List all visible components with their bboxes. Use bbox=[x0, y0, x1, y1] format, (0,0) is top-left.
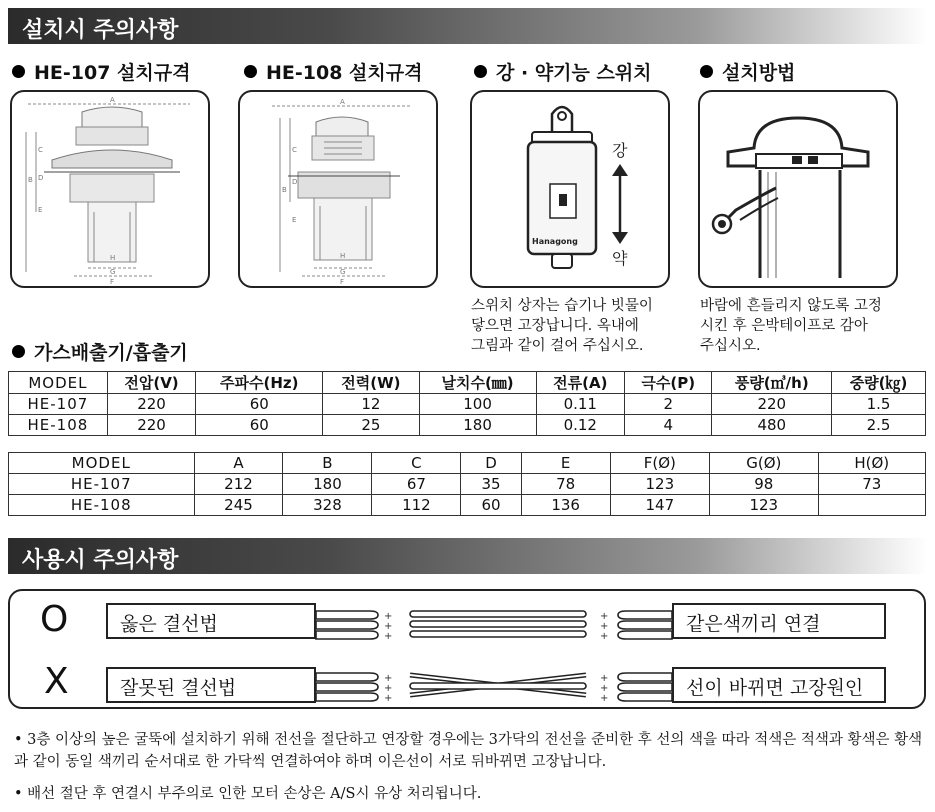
usage-caution-header bbox=[8, 538, 927, 574]
table-cell: 328 bbox=[283, 495, 372, 516]
table-cell: 2 bbox=[625, 394, 712, 415]
table-cell: 100 bbox=[419, 394, 536, 415]
table-row bbox=[9, 495, 926, 516]
table-header-cell: C bbox=[372, 453, 461, 474]
svg-text:+: + bbox=[384, 683, 393, 694]
table-header-cell: 풍량(㎥/h) bbox=[712, 372, 832, 394]
table-header-cell: 날치수(㎜) bbox=[419, 372, 536, 394]
wiring-note-1: • 3층 이상의 높은 굴뚝에 설치하기 위해 전선을 절단하고 연장할 경우에는 3가닥의 전선을 준비한 후 선의 색을 따라 적색은 적색과 황색은 황색과 같이 동일 색끼리 순서대로 한 가닥씩 연결하여야 하며 이은선이 서로 뒤바뀌면 고장납니다. bbox=[14, 732, 923, 770]
table-header-cell: 전압(V) bbox=[107, 372, 195, 394]
table-cell bbox=[818, 495, 925, 516]
bullet-icon bbox=[12, 345, 25, 358]
switch-panel bbox=[470, 90, 670, 288]
svg-text:+: + bbox=[384, 693, 393, 704]
table-cell: 25 bbox=[323, 415, 419, 436]
dim-letter-h: H bbox=[110, 254, 116, 262]
wrong-right-label: 선이 바뀌면 고장원인 bbox=[672, 667, 886, 703]
dim-letter-g: G bbox=[110, 268, 116, 276]
brand-label: Hanagong bbox=[532, 237, 578, 246]
table-cell: 73 bbox=[818, 474, 925, 495]
svg-text:+: + bbox=[384, 673, 393, 684]
table-cell: HE-107 bbox=[9, 474, 195, 495]
table-cell: 2.5 bbox=[832, 415, 926, 436]
bullet-icon bbox=[700, 65, 713, 78]
table-cell: 78 bbox=[521, 474, 610, 495]
dim-letter-d: D bbox=[292, 178, 298, 186]
section-method bbox=[700, 58, 795, 85]
table-header-cell: B bbox=[283, 453, 372, 474]
section-gas bbox=[12, 338, 188, 365]
dim-letter-a: A bbox=[340, 98, 345, 106]
dim-letter-h: H bbox=[340, 252, 346, 260]
section-he107-label: HE-107 설치규격 bbox=[34, 62, 191, 84]
table-cell: 112 bbox=[372, 495, 461, 516]
he108-diagram-panel bbox=[238, 90, 438, 288]
table-cell: 220 bbox=[107, 415, 195, 436]
he108-dimension-diagram bbox=[240, 92, 436, 286]
table-cell: 123 bbox=[610, 474, 709, 495]
table-header-cell: D bbox=[461, 453, 521, 474]
table-cell: 4 bbox=[625, 415, 712, 436]
table-cell: 98 bbox=[710, 474, 818, 495]
table-header-cell: A bbox=[194, 453, 283, 474]
section-he107 bbox=[12, 58, 190, 85]
bullet-icon bbox=[12, 65, 25, 78]
switch-caption-line: 스위치 상자는 습기나 빗물이 bbox=[471, 298, 653, 314]
table-header-cell: 중량(㎏) bbox=[832, 372, 926, 394]
section-method-label: 설치방법 bbox=[722, 62, 796, 84]
table-cell: 220 bbox=[107, 394, 195, 415]
section-gas-label: 가스배출기/흡출기 bbox=[34, 342, 188, 364]
table-cell: 245 bbox=[194, 495, 283, 516]
dim-letter-b: B bbox=[28, 176, 33, 184]
correct-left-label: 옳은 결선법 bbox=[106, 603, 316, 639]
section-switch-label: 강 · 약기능 스위치 bbox=[496, 62, 652, 84]
svg-text:+: + bbox=[384, 621, 393, 632]
switch-caption-line: 닿으면 고장납니다. 옥내에 bbox=[471, 318, 639, 334]
wire-connection-diagram bbox=[310, 599, 680, 709]
table-row bbox=[9, 415, 926, 436]
dim-letter-a: A bbox=[110, 96, 115, 104]
table-header-row bbox=[9, 372, 926, 394]
section-he108-label: HE-108 설치규격 bbox=[266, 62, 423, 84]
dim-letter-f: F bbox=[110, 278, 115, 286]
table-cell: 220 bbox=[712, 394, 832, 415]
wiring-guide-box bbox=[8, 589, 926, 709]
bullet-icon bbox=[244, 65, 257, 78]
arrow-down-icon bbox=[612, 232, 628, 244]
switch-weak-label: 약 bbox=[612, 249, 628, 268]
he107-dimension-diagram bbox=[12, 92, 208, 286]
table-header-cell: G(Ø) bbox=[710, 453, 818, 474]
dim-letter-f: F bbox=[340, 278, 345, 286]
section-he108 bbox=[244, 58, 422, 85]
method-panel bbox=[698, 90, 898, 288]
svg-text:+: + bbox=[384, 631, 393, 642]
svg-text:+: + bbox=[600, 611, 609, 622]
table-cell: 1.5 bbox=[832, 394, 926, 415]
correct-symbol: O bbox=[40, 599, 69, 640]
section-switch bbox=[474, 58, 652, 85]
table-cell: 212 bbox=[194, 474, 283, 495]
method-caption bbox=[700, 296, 882, 356]
table-cell: HE-108 bbox=[9, 495, 195, 516]
svg-text:+: + bbox=[600, 683, 609, 694]
svg-text:+: + bbox=[600, 631, 609, 642]
switch-caption-line: 그림과 같이 걸어 주십시오. bbox=[471, 338, 644, 354]
switch-caption bbox=[471, 296, 653, 356]
table-header-cell: MODEL bbox=[9, 453, 195, 474]
install-caution-title: 설치시 주의사항 bbox=[22, 18, 179, 43]
spec-table-dimensions bbox=[8, 452, 926, 516]
usage-caution-title: 사용시 주의사항 bbox=[22, 548, 179, 573]
dim-letter-b: B bbox=[282, 186, 287, 194]
svg-text:+: + bbox=[384, 611, 393, 622]
dim-letter-e: E bbox=[292, 216, 297, 224]
table-row bbox=[9, 394, 926, 415]
dim-letter-c: C bbox=[38, 146, 43, 154]
arrow-up-icon bbox=[612, 164, 628, 176]
table-cell: 0.11 bbox=[536, 394, 624, 415]
wrong-symbol: X bbox=[44, 661, 69, 702]
table-cell: 67 bbox=[372, 474, 461, 495]
table-cell: 147 bbox=[610, 495, 709, 516]
chimney-install-illustration bbox=[700, 92, 896, 286]
correct-right-label: 같은색끼리 연결 bbox=[672, 603, 886, 639]
bullet-icon bbox=[474, 65, 487, 78]
table-cell: 180 bbox=[419, 415, 536, 436]
wrong-left-label: 잘못된 결선법 bbox=[106, 667, 316, 703]
switch-strong-label: 강 bbox=[612, 141, 628, 160]
method-caption-line: 주십시오. bbox=[700, 338, 761, 354]
table-header-cell: F(Ø) bbox=[610, 453, 709, 474]
dim-letter-g: G bbox=[340, 268, 346, 276]
table-cell: 60 bbox=[196, 394, 323, 415]
table-cell: 0.12 bbox=[536, 415, 624, 436]
table-header-cell: 전류(A) bbox=[536, 372, 624, 394]
svg-text:+: + bbox=[600, 693, 609, 704]
table-row bbox=[9, 474, 926, 495]
table-header-cell: E bbox=[521, 453, 610, 474]
table-cell: 60 bbox=[461, 495, 521, 516]
table-cell: 60 bbox=[196, 415, 323, 436]
table-cell: HE-107 bbox=[9, 394, 108, 415]
table-header-cell: MODEL bbox=[9, 372, 108, 394]
table-header-cell: 주파수(Hz) bbox=[196, 372, 323, 394]
install-caution-header bbox=[8, 8, 927, 44]
table-cell: 180 bbox=[283, 474, 372, 495]
table-cell: 123 bbox=[710, 495, 818, 516]
table-header-row bbox=[9, 453, 926, 474]
he107-diagram-panel bbox=[10, 90, 210, 288]
spec-table-electrical bbox=[8, 371, 926, 436]
dim-letter-c: C bbox=[292, 146, 297, 154]
wiring-note-2: • 배선 절단 후 연결시 부주의로 인한 모터 손상은 A/S시 유상 처리됩니다. bbox=[14, 786, 482, 802]
table-cell: 480 bbox=[712, 415, 832, 436]
dim-letter-e: E bbox=[38, 206, 43, 214]
table-cell: 35 bbox=[461, 474, 521, 495]
table-header-cell: H(Ø) bbox=[818, 453, 925, 474]
method-caption-line: 시킨 후 은박테이프로 감아 bbox=[700, 318, 868, 334]
table-header-cell: 극수(P) bbox=[625, 372, 712, 394]
svg-text:+: + bbox=[600, 621, 609, 632]
method-caption-line: 바람에 흔들리지 않도록 고정 bbox=[700, 298, 882, 314]
dim-letter-d: D bbox=[38, 174, 44, 182]
switch-box-illustration bbox=[472, 92, 668, 286]
table-cell: HE-108 bbox=[9, 415, 108, 436]
svg-text:+: + bbox=[600, 673, 609, 684]
table-cell: 12 bbox=[323, 394, 419, 415]
table-header-cell: 전력(W) bbox=[323, 372, 419, 394]
table-cell: 136 bbox=[521, 495, 610, 516]
